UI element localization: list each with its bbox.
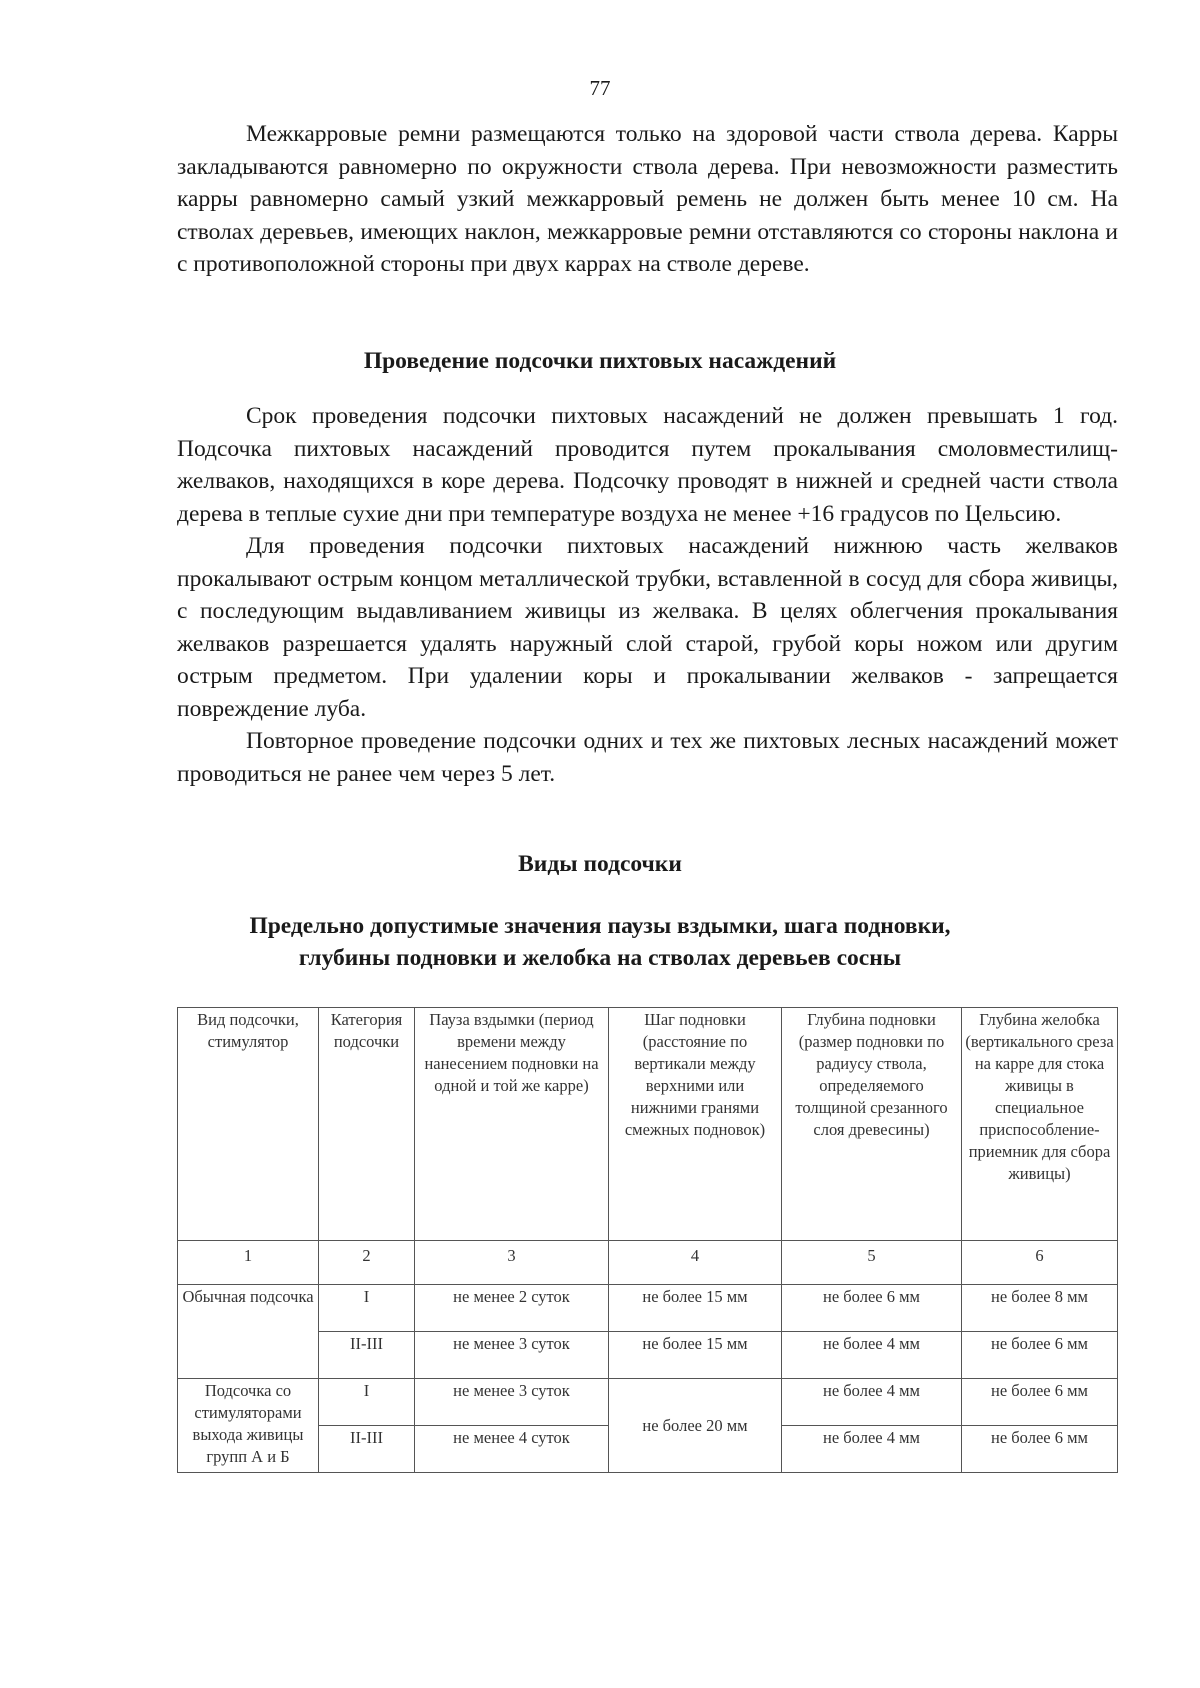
groove-cell: не более 6 мм [962,1426,1118,1473]
group-name-cell: Подсочка со стимуляторами выхода живицы групп А и Б [178,1379,319,1473]
step-cell: не более 15 мм [609,1332,782,1379]
column-number-row [178,1241,1118,1285]
step-cell: не более 20 мм [609,1379,782,1473]
table-row [178,1332,1118,1379]
column-number: 4 [609,1241,782,1285]
group-name-cell: Обычная подсочка [178,1285,319,1379]
groove-cell: не более 6 мм [962,1332,1118,1379]
table-title-line-1: Предельно допустимые значения паузы вздымки, шага подновки, [249,913,951,939]
depth-cell: не более 4 мм [782,1379,962,1426]
header-cell: Вид подсочки, стимулятор [178,1008,319,1241]
step-cell: не более 15 мм [609,1285,782,1332]
column-number: 5 [782,1241,962,1285]
paragraph-3: Для проведения подсочки пихтовых насаждений нижнюю часть желваков прокалывают острым концом металлической трубки, вставленной в сосуд для сбора живицы, с последующим выдавливанием живицы из желвака. В целях облегчения прокалывания желваков разрешается удалять наружный слой старой, грубой коры ножом или другим острым предметом. При удалении коры и прокалывании желваков - запрещается повреждение луба. [177,533,1118,722]
pause-cell: не менее 3 суток [415,1332,609,1379]
header-cell: Глубина подновки (размер подновки по радиусу ствола, определяемого толщиной срезанного слоя древесины) [782,1008,962,1241]
header-cell: Категория подсочки [319,1008,415,1241]
category-cell: II-III [319,1426,415,1473]
paragraph-1: Межкарровые ремни размещаются только на здоровой части ствола дерева. Карры закладываются равномерно по окружности ствола дерева. При невозможности разместить карры равномерно самый узкий межкарровый ремень не должен быть менее 10 см. На стволах деревьев, имеющих наклон, межкарровые ремни отставляются со стороны наклона и с противоположной стороны при двух каррах на стволе дереве. [177,121,1118,277]
table-row [178,1379,1118,1426]
paragraph-block-fir [177,400,1118,790]
category-cell: I [319,1285,415,1332]
depth-cell: не более 6 мм [782,1285,962,1332]
groove-cell: не более 8 мм [962,1285,1118,1332]
paragraph-2: Срок проведения подсочки пихтовых насаждений не должен превышать 1 год. Подсочка пихтовых насаждений проводится путем прокалывания смоловместилищ-желваков, находящихся в коре дерева. Подсочку проводят в нижней и средней части ствола дерева в теплые сухие дни при температуре воздуха не менее +16 градусов по Цельсию. [177,403,1118,527]
pause-cell: не менее 3 суток [415,1379,609,1426]
pause-cell: не менее 4 суток [415,1426,609,1473]
page-number: 77 [589,76,611,100]
depth-cell: не более 4 мм [782,1332,962,1379]
limits-table [177,1007,1118,1473]
category-cell: I [319,1379,415,1426]
header-cell: Пауза вздымки (период времени между нанесением подновки на одной и той же карре) [415,1008,609,1241]
heading-fir-tapping: Проведение подсочки пихтовых насаждений [363,348,837,374]
category-cell: II-III [319,1332,415,1379]
paragraph-4: Повторное проведение подсочки одних и тех же пихтовых лесных насаждений может проводиться не ранее чем через 5 лет. [177,728,1118,787]
column-number: 1 [178,1241,319,1285]
header-cell: Шаг подновки (расстояние по вертикали между верхними или нижними гранями смежных подновок) [609,1008,782,1241]
depth-cell: не более 4 мм [782,1426,962,1473]
table-header-row [178,1008,1118,1241]
paragraph-1-block [177,118,1118,281]
heading-tapping-types: Виды подсочки [518,851,682,877]
pause-cell: не менее 2 суток [415,1285,609,1332]
column-number: 3 [415,1241,609,1285]
column-number: 2 [319,1241,415,1285]
table-title-line-2: глубины подновки и желобка на стволах деревьев сосны [298,945,902,971]
groove-cell: не более 6 мм [962,1379,1118,1426]
header-cell: Глубина желобка (вертикального среза на карре для стока живицы в специальное приспособление-приемник для сбора живицы) [962,1008,1118,1241]
table-row [178,1285,1118,1332]
column-number: 6 [962,1241,1118,1285]
